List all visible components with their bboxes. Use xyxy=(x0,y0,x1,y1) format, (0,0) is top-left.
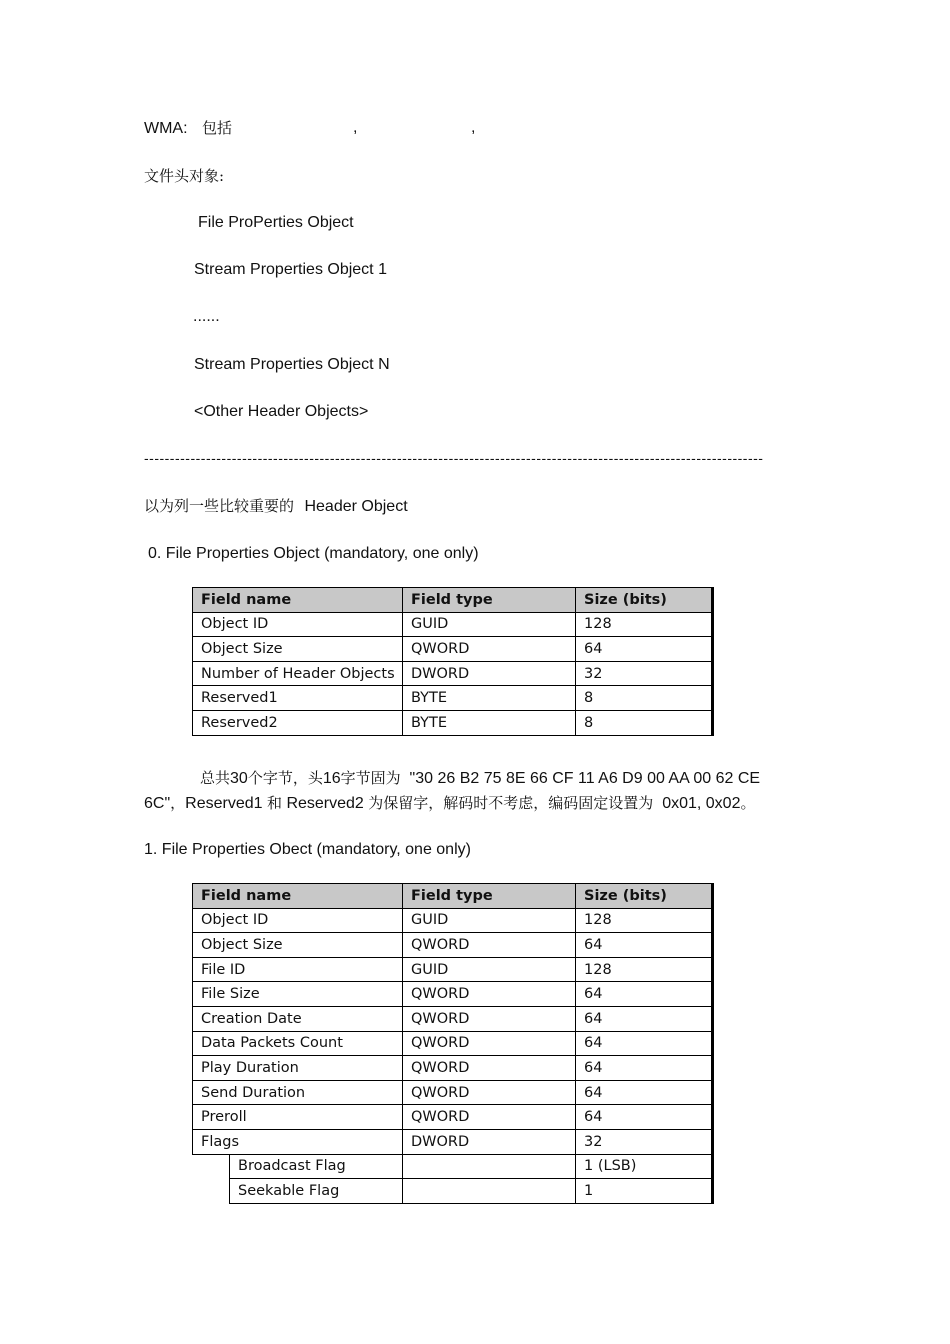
cell-size: 64 xyxy=(576,1105,713,1130)
table-row xyxy=(193,908,713,933)
cell-field-type: QWORD xyxy=(403,1056,576,1081)
table-subrow xyxy=(193,1154,713,1179)
table-row xyxy=(193,1129,713,1154)
cell-field-type: QWORD xyxy=(403,982,576,1007)
column-header-size: Size (bits) xyxy=(576,884,713,909)
cell-field-type: DWORD xyxy=(403,661,576,686)
cell-field-name: Object ID xyxy=(193,612,403,637)
cell-field-type: QWORD xyxy=(403,637,576,662)
cell-field-type: QWORD xyxy=(403,1006,576,1031)
cell-field-name: Preroll xyxy=(193,1105,403,1130)
cell-flag-name: Seekable Flag xyxy=(230,1179,403,1204)
cell-field-type: GUID xyxy=(403,612,576,637)
column-header-field-name: Field name xyxy=(193,884,403,909)
table-row xyxy=(193,686,713,711)
cell-size: 64 xyxy=(576,1080,713,1105)
header-item-ellipsis: ...... xyxy=(193,308,220,325)
table-row xyxy=(193,612,713,637)
cell-field-type: GUID xyxy=(403,908,576,933)
note-guid: 6C" xyxy=(144,795,171,812)
cell-size: 1 xyxy=(576,1179,713,1204)
cell-field-type xyxy=(403,1154,576,1179)
cell-field-type: QWORD xyxy=(403,1105,576,1130)
cell-field-name: Object ID xyxy=(193,908,403,933)
cell-size: 8 xyxy=(576,686,713,711)
cell-field-name: Number of Header Objects xyxy=(193,661,403,686)
cell-field-type: DWORD xyxy=(403,1129,576,1154)
table-row xyxy=(193,1006,713,1031)
cell-field-name: Reserved1 xyxy=(193,686,403,711)
cell-size: 32 xyxy=(576,661,713,686)
important-objects-intro xyxy=(144,496,408,517)
cell-size: 128 xyxy=(576,908,713,933)
section1-table xyxy=(192,883,714,1204)
table-row xyxy=(193,1056,713,1081)
header-item-other: <Other Header Objects> xyxy=(194,403,369,420)
important-objects-cjk: 以为列一些比较重要的 xyxy=(144,497,295,515)
cell-field-type: QWORD xyxy=(403,933,576,958)
cell-flag-name: Broadcast Flag xyxy=(230,1154,403,1179)
cell-size: 128 xyxy=(576,612,713,637)
cell-size: 64 xyxy=(576,1056,713,1081)
cell-size: 1 (LSB) xyxy=(576,1154,713,1179)
note-reserved: Reserved1 xyxy=(185,795,263,812)
separator-rule: ------------------------------------------------------------------------------------------------------------------------ xyxy=(144,450,764,466)
cell-size: 64 xyxy=(576,1006,713,1031)
cell-field-name: Object Size xyxy=(193,933,403,958)
cell-field-name: Data Packets Count xyxy=(193,1031,403,1056)
wma-line xyxy=(144,118,232,139)
note-reserved: Reserved2 xyxy=(286,795,364,812)
column-header-size: Size (bits) xyxy=(576,588,713,613)
section0-table xyxy=(192,587,714,736)
section0-heading: 0. File Properties Object (mandatory, one only) xyxy=(148,545,479,562)
note-text: 。 xyxy=(740,794,756,812)
wma-comma-1: , xyxy=(353,119,358,136)
note-guid: "30 26 B2 75 8E 66 CF 11 A6 D9 00 AA 00 62 CE xyxy=(409,770,761,787)
table-subrow xyxy=(193,1179,713,1204)
cell-field-type: BYTE xyxy=(403,686,576,711)
note-text: 个字节，头 xyxy=(247,769,323,787)
cell-field-name: File Size xyxy=(193,982,403,1007)
cell-field-type: QWORD xyxy=(403,1031,576,1056)
indent-spacer xyxy=(193,1179,230,1204)
table-row xyxy=(193,1080,713,1105)
cell-field-type: BYTE xyxy=(403,710,576,735)
table-row xyxy=(193,957,713,982)
header-item-stream-n: Stream Properties Object N xyxy=(194,356,390,373)
cell-field-type xyxy=(403,1179,576,1204)
cell-field-name: File ID xyxy=(193,957,403,982)
cell-field-name: Object Size xyxy=(193,637,403,662)
header-item-stream-1: Stream Properties Object 1 xyxy=(194,261,387,278)
table-row xyxy=(193,933,713,958)
table-header-row xyxy=(193,588,713,613)
cell-size: 128 xyxy=(576,957,713,982)
table-row xyxy=(193,1105,713,1130)
cell-size: 32 xyxy=(576,1129,713,1154)
table-row xyxy=(193,710,713,735)
wma-comma-2: , xyxy=(471,119,476,136)
cell-size: 8 xyxy=(576,710,713,735)
section1-heading: 1. File Properties Obect (mandatory, one only) xyxy=(144,841,471,858)
note-text: ， xyxy=(170,794,186,812)
table-row xyxy=(193,637,713,662)
cell-size: 64 xyxy=(576,1031,713,1056)
header-item-file-properties: File ProPerties Object xyxy=(198,214,354,231)
note-number: 30 xyxy=(230,770,248,787)
cell-size: 64 xyxy=(576,933,713,958)
section0-note xyxy=(144,766,810,816)
cell-field-name: Send Duration xyxy=(193,1080,403,1105)
cell-field-type: GUID xyxy=(403,957,576,982)
indent-spacer xyxy=(193,1154,230,1179)
cell-size: 64 xyxy=(576,637,713,662)
cell-field-type: QWORD xyxy=(403,1080,576,1105)
cell-field-name: Reserved2 xyxy=(193,710,403,735)
note-text: 和 xyxy=(266,794,282,812)
note-values: 0x01, 0x02 xyxy=(662,795,741,812)
cell-field-name: Creation Date xyxy=(193,1006,403,1031)
cell-size: 64 xyxy=(576,982,713,1007)
important-objects-en: Header Object xyxy=(304,498,408,515)
note-text: 为保留字，解码时不考虑，编码固定设置为 xyxy=(368,794,654,812)
note-text: 总共 xyxy=(200,769,231,787)
table-row xyxy=(193,982,713,1007)
column-header-field-name: Field name xyxy=(193,588,403,613)
column-header-field-type: Field type xyxy=(403,588,576,613)
file-header-label: 文件头对象: xyxy=(144,167,225,185)
table-header-row xyxy=(193,884,713,909)
table-row xyxy=(193,1031,713,1056)
cell-field-name: Play Duration xyxy=(193,1056,403,1081)
table-row xyxy=(193,661,713,686)
wma-label: WMA: xyxy=(144,120,188,137)
note-text: 字节固为 xyxy=(340,769,401,787)
column-header-field-type: Field type xyxy=(403,884,576,909)
cell-field-name: Flags xyxy=(193,1129,403,1154)
wma-text: 包括 xyxy=(202,119,233,137)
note-number: 16 xyxy=(322,770,341,787)
